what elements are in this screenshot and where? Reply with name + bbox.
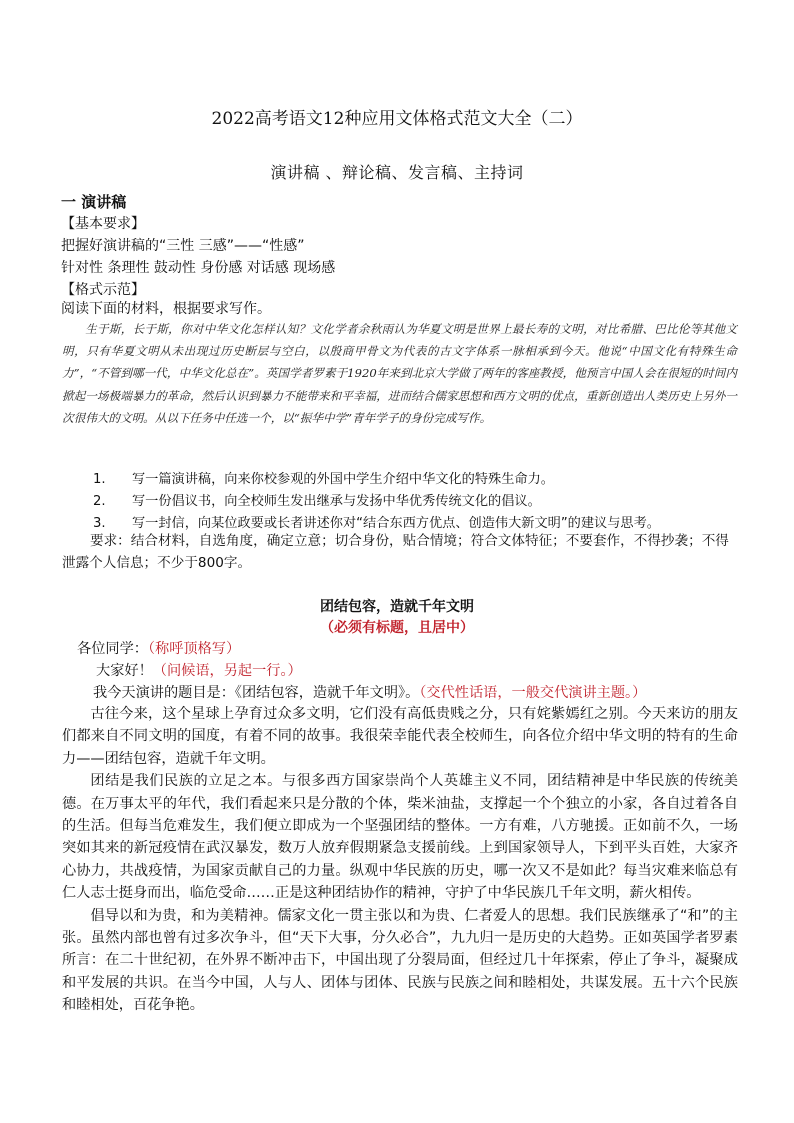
task-number: 3. xyxy=(93,516,106,531)
salutation-note: （称呼顶格写） xyxy=(147,641,241,657)
salutation-line xyxy=(77,638,240,658)
task-item xyxy=(93,490,541,509)
task-item xyxy=(93,512,660,531)
traits-line: 针对性 条理性 鼓动性 身份感 对话感 现场感 xyxy=(61,260,336,276)
task-text: 写一封信，向某位政要或长者讲述你对“结合东西方优点、创造伟大新文明”的建议与思考。 xyxy=(132,516,660,531)
writing-requirements xyxy=(62,530,740,574)
task-number: 1. xyxy=(93,472,106,487)
topic-intro: 我今天演讲的题目是：《团结包容，造就千年文明》。 xyxy=(93,685,420,701)
greeting-note: （问候语，另起一行。） xyxy=(152,663,302,679)
essay-title-note: （必须有标题，且居中） xyxy=(320,620,474,636)
task-text: 写一份倡议书，向全校师生发出继承与发扬中华优秀传统文化的倡议。 xyxy=(132,494,541,509)
task-number: 2. xyxy=(93,494,106,509)
material-text: 生于斯，长于斯，你对中华文化怎样认知？文化学者余秋雨认为华夏文明是世界上最长寿的文明，对比希腊、巴比伦等其他文明，只有华夏文明从未出现过历史断层与空白，以殷商甲骨文为代表的古文字体系一脉相承到今天。他说“中国文化有特殊生命力”，“不管到哪一代，中华文化总在”。英国学者罗素于1920年来到北京大学做了两年的客座教授，他预言中国人会在很短的时间内掀起一场极端暴力的革命，然后认识到暴力不能带来和平幸福，进而结合儒家思想和西方文明的优点，重新创造出人类历史上另外一次很伟大的文明。从以下任务中任选一个，以“振华中学”青年学子的身份完成写作。 xyxy=(62,322,737,425)
basic-requirement-label: 【基本要求】 xyxy=(61,216,145,232)
essay-title: 团结包容，造就千年文明 xyxy=(320,599,474,615)
task-text: 写一篇演讲稿，向来你校参观的外国中学生介绍中华文化的特殊生命力。 xyxy=(132,472,554,487)
requirements-text: 要求：结合材料，自选角度，确定立意；切合身份，贴合情境；符合文体特征；不要套作，不得抄袭；不得泄露个人信息；不少于800字。 xyxy=(62,533,729,571)
document-subtitle: 演讲稿 、辩论稿、发言稿、主持词 xyxy=(270,163,524,182)
instruction-line: 阅读下面的材料，根据要求写作。 xyxy=(61,301,271,317)
essay-body xyxy=(62,703,738,1017)
material-passage xyxy=(62,318,737,429)
section-heading: 一 演讲稿 xyxy=(61,193,127,211)
topic-line xyxy=(93,682,646,702)
task-item xyxy=(93,468,554,487)
essay-paragraph: 倡导以和为贵，和为美精神。儒家文化一贯主张以和为贵、仁者爱人的思想。我们民族继承了“和”的主张。虽然内部也曾有过多次争斗，但“天下大事，分久必合”，九九归一是历史的大趋势。正如英国学者罗素所言：在二十世纪初，在外界不断冲击下，中国出现了分裂局面，但经过几十年探索，停止了争斗，凝聚成和平发展的共识。在当今中国，人与人、团体与团体、民族与民族之间和睦相处，共谋发展。五十六个民族和睦相处，百花争艳。 xyxy=(62,907,738,1014)
grasp-line: 把握好演讲稿的“三性 三感”——“性感” xyxy=(61,238,305,254)
greeting: 大家好！ xyxy=(96,663,153,679)
essay-paragraph: 古往今来，这个星球上孕育过众多文明，它们没有高低贵贱之分，只有姹紫嫣红之别。今天来访的朋友们都来自不同文明的国度，有着不同的故事。我很荣幸能代表全校师生，向各位介绍中华文明的特有的生命力——团结包容，造就千年文明。 xyxy=(62,706,738,767)
essay-paragraph: 团结是我们民族的立足之本。与很多西方国家崇尚个人英雄主义不同，团结精神是中华民族的传统美德。在万事太平的年代，我们看起来只是分散的个体，柴米油盐，支撑起一个个独立的小家，各自过着各自的生活。但每当危难发生，我们便立即成为一个坚强团结的整体。一方有难，八方驰援。正如前不久，一场突如其来的新冠疫情在武汉暴发，数万人放弃假期紧急支援前线。上到国家领导人，下到平头百姓，大家齐心协力，共战疫情，为国家贡献自己的力量。纵观中华民族的历史，哪一次又不是如此？每当灾难来临总有仁人志士挺身而出，临危受命……正是这种团结协作的精神，守护了中华民族几千年文明，薪火相传。 xyxy=(62,773,738,902)
document-title: 2022高考语文12种应用文体格式范文大全（二） xyxy=(211,109,583,129)
topic-note: （交代性话语，一般交代演讲主题。） xyxy=(419,685,647,701)
salutation: 各位同学： xyxy=(77,641,148,657)
format-example-label: 【格式示范】 xyxy=(61,282,145,298)
greeting-line xyxy=(96,660,302,680)
